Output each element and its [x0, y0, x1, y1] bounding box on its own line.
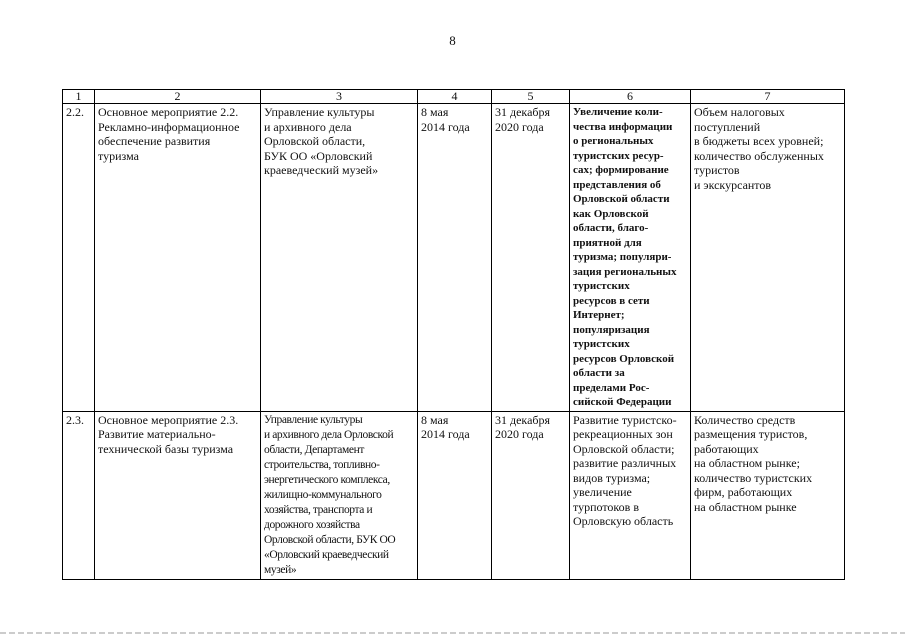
start-date: 8 мая 2014 года	[418, 104, 492, 412]
row-number: 2.2.	[63, 104, 95, 412]
header-row	[63, 90, 845, 104]
page-number: 8	[449, 33, 456, 48]
start-date: 8 мая 2014 года	[418, 411, 492, 579]
column-header-5: 5	[492, 90, 570, 104]
table-row	[63, 411, 845, 579]
column-header-4: 4	[418, 90, 492, 104]
column-header-1: 1	[63, 90, 95, 104]
event-name: Основное мероприятие 2.2. Рекламно-информационное обеспечение развития туризма	[95, 104, 261, 412]
row-number: 2.3.	[63, 411, 95, 579]
end-date: 31 декабря 2020 года	[492, 104, 570, 412]
expected-result: Увеличение коли- чества информации о региональных туристских ресур- сах; формирование представления об Орловской области как Орловской области, благо- приятной для туризма; популяри- зация региональных туристских ресурсов в сети Интернет; популяризация туристских ресурсов Орловской области за пределами Рос- сийской Федерации	[570, 104, 691, 412]
program-table	[62, 89, 845, 580]
executor: Управление культуры и архивного дела Орловской области, БУК ОО «Орловский краеведческий музей»	[261, 104, 418, 412]
expected-result: Развитие туристско- рекреационных зон Орловской области; развитие различных видов туризма; увеличение турпотоков в Орловскую область	[570, 411, 691, 579]
indicators: Количество средств размещения туристов, работающих на областном рынке; количество туристских фирм, работающих на областном рынке	[691, 411, 845, 579]
end-date: 31 декабря 2020 года	[492, 411, 570, 579]
event-name: Основное мероприятие 2.3. Развитие материально- технической базы туризма	[95, 411, 261, 579]
scan-edge-artifact	[0, 632, 905, 634]
column-header-6: 6	[570, 90, 691, 104]
column-header-7: 7	[691, 90, 845, 104]
executor: Управление культуры и архивного дела Орловской области, Департамент строительства, топливно- энергетического комплекса, жилищно-коммунального хозяйства, транспорта и дорожного хозяйства Орловской области, БУК ОО «Орловский краеведческий музей»	[261, 411, 418, 579]
indicators: Объем налоговых поступлений в бюджеты всех уровней; количество обслуженных туристов и экскурсантов	[691, 104, 845, 412]
column-header-3: 3	[261, 90, 418, 104]
table-row	[63, 104, 845, 412]
column-header-2: 2	[95, 90, 261, 104]
